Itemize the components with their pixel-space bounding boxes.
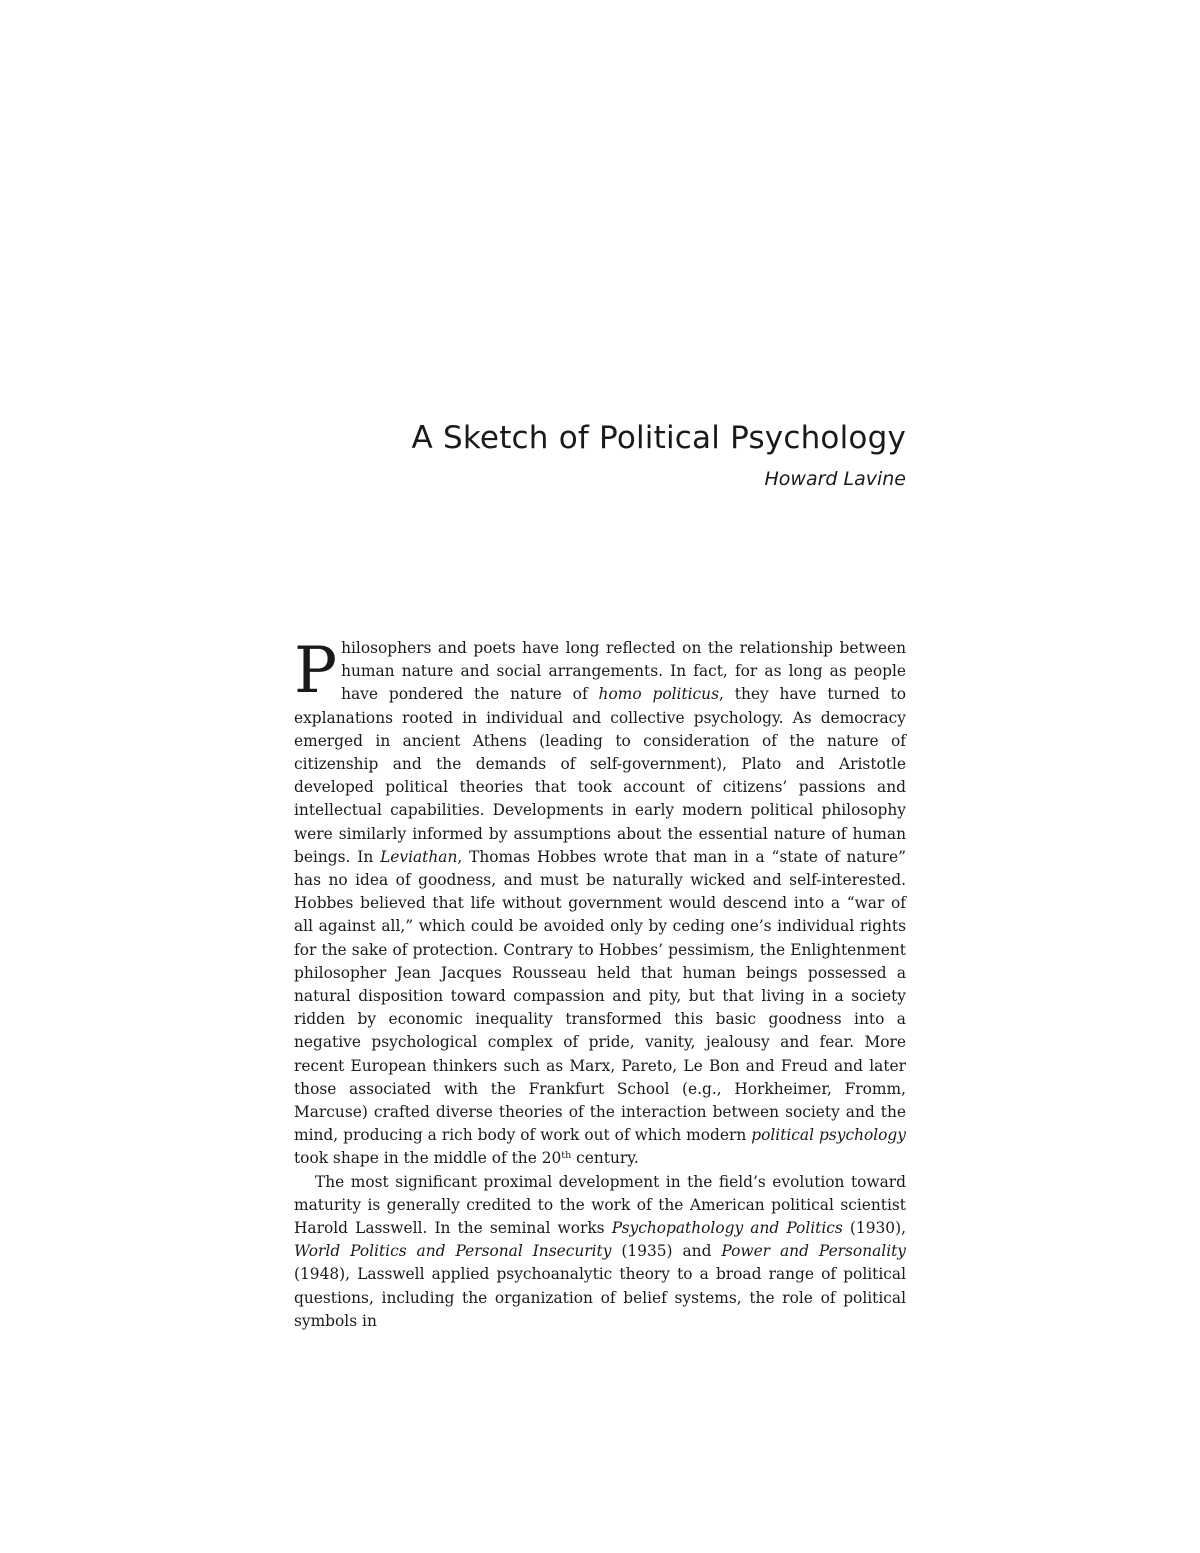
- paragraph-2-text-3: (1935) and: [611, 1242, 722, 1261]
- emphasis-power-and-personality: Power and Personality: [721, 1242, 907, 1261]
- paragraph-1-text-1: hilosophers and poets have long reflected on the relationship between human nature and social arrangements. In fact, for as long as people have pondered the nature of: [341, 639, 906, 704]
- paragraph-1-text-4: took shape in the middle of the 20: [294, 1149, 562, 1168]
- superscript-th: th: [561, 1150, 572, 1162]
- drop-cap: P: [294, 634, 338, 708]
- emphasis-leviathan: Leviathan: [380, 847, 458, 866]
- paragraph-2-text-4: (1948), Lasswell applied psychoanalytic theory to a broad range of political questions, including the organization of belief systems, the role of political symbols in: [294, 1265, 906, 1330]
- paragraph-2-text-2: (1930),: [842, 1219, 906, 1238]
- emphasis-psychopathology-and-politics: Psychopathology and Politics: [611, 1219, 843, 1238]
- paragraph-1: [294, 634, 907, 1171]
- paragraph-2: [294, 1171, 906, 1333]
- paragraph-1-text-5: century.: [571, 1149, 639, 1168]
- chapter-body: [294, 634, 907, 1333]
- paragraph-1-text-3: , Thomas Hobbes wrote that man in a “state of nature” has no idea of goodness, and must be naturally wicked and self-interested. Hobbes believed that life without government would descend into a “war of all against all,” which could be avoided only by ceding one’s individual rights for the sake of protection. Contrary to Hobbes’ pessimism, the Enlightenment philosopher Jean Jacques Rousseau held that human beings possessed a natural disposition toward compassion and pity, but that living in a society ridden by economic inequality transformed this basic goodness into a negative psychological complex of pride, vanity, jealousy and fear. More recent European thinkers such as Marx, Pareto, Le Bon and Freud and later those associated with the Frankfurt School (e.g., Horkheimer, Fromm, Marcuse) crafted diverse theories of the interaction between society and the mind, producing a rich body of work out of which modern: [294, 847, 907, 1145]
- chapter-author: Howard Lavine: [764, 468, 906, 490]
- emphasis-political-psychology: political psychology: [751, 1126, 906, 1145]
- paragraph-1-text-2: , they have turned to explanations rooted in individual and collective psychology. As democracy emerged in ancient Athens (leading to consideration of the nature of citizenship and the demands of self-government), Plato and Aristotle developed political theories that took account of citizens’ passions and intellectual capabilities. Developments in early modern political philosophy were similarly informed by assumptions about the essential nature of human beings. In: [294, 685, 907, 866]
- paragraph-2-text-1: The most significant proximal development in the field’s evolution toward maturity is generally credited to the work of the American political scientist Harold Lasswell. In the seminal works: [294, 1172, 906, 1238]
- emphasis-world-politics: World Politics and Personal Insecurity: [294, 1242, 612, 1261]
- emphasis-homo-politicus: homo politicus: [598, 685, 719, 704]
- chapter-title: A Sketch of Political Psychology: [411, 420, 906, 456]
